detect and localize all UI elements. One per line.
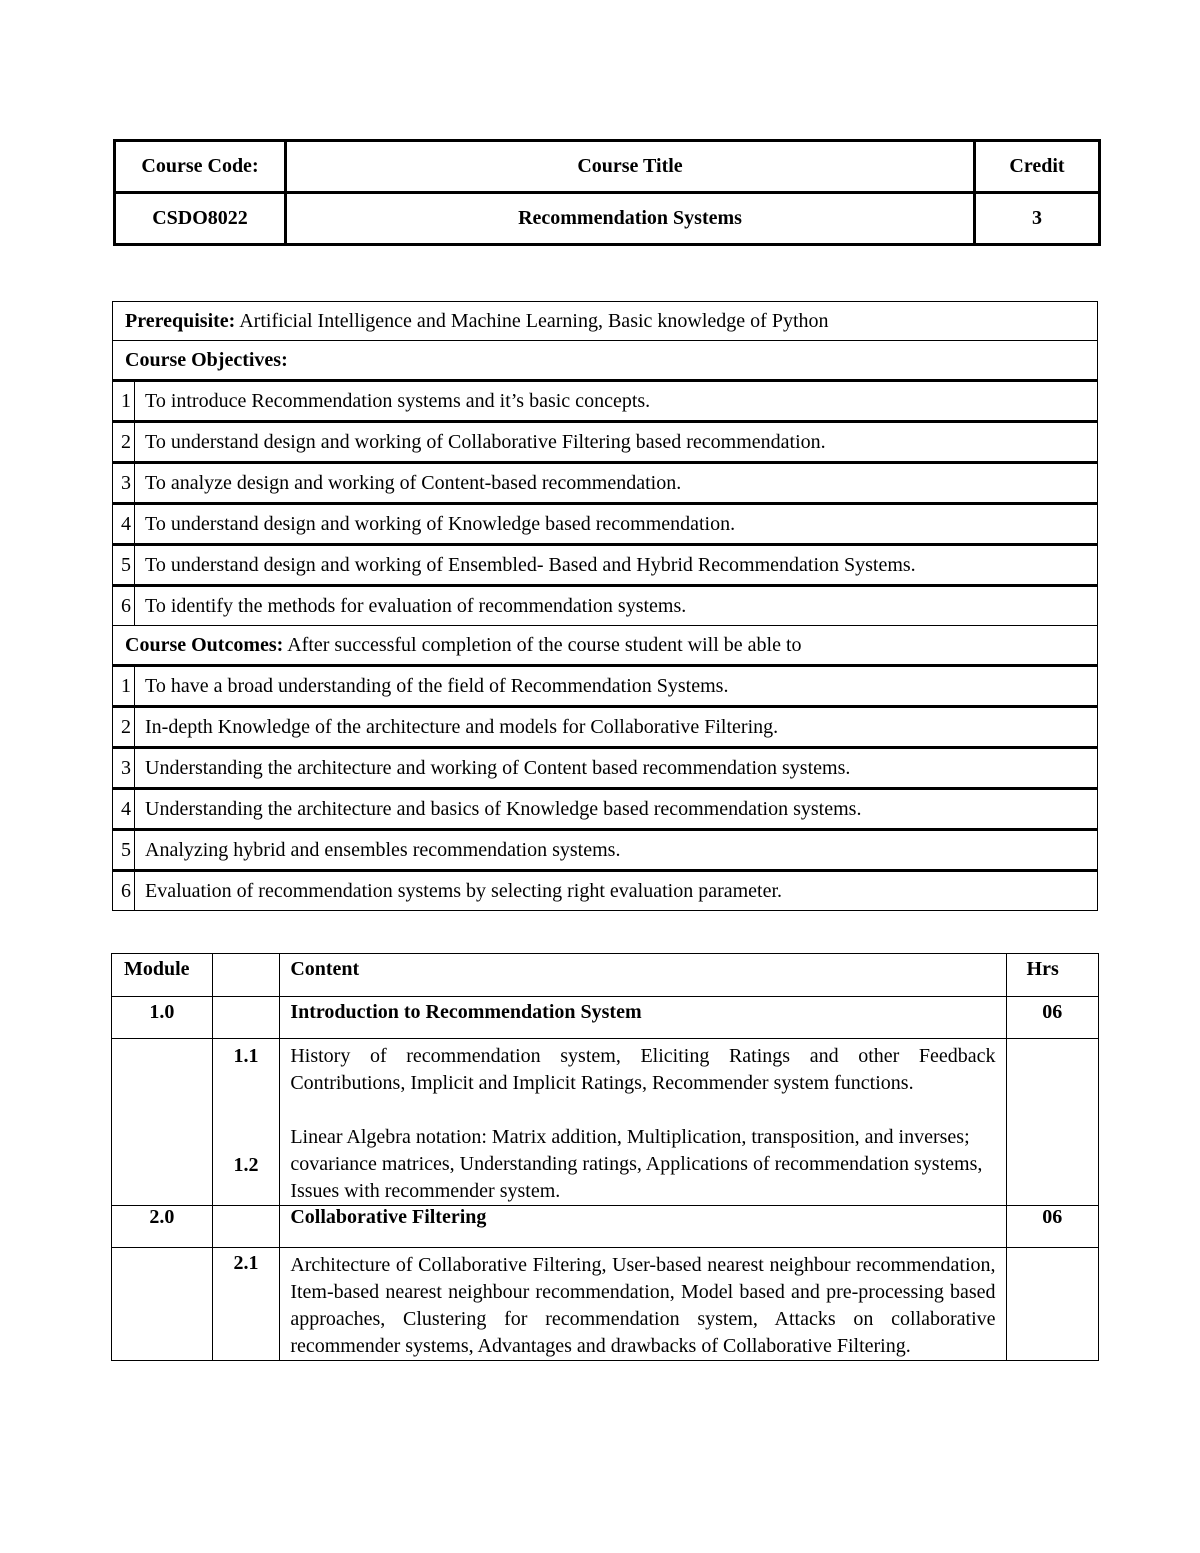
- course-details-table: [112, 301, 1098, 911]
- submodule-number: [212, 997, 280, 1039]
- outcome-row: [113, 666, 1098, 707]
- submodule-number: 1.2: [233, 1154, 259, 1176]
- objective-row: [113, 586, 1098, 626]
- module-hours: 06: [1006, 1206, 1098, 1248]
- objective-number: 3: [113, 463, 135, 504]
- outcome-text: In-depth Knowledge of the architecture and models for Collaborative Filtering.: [135, 707, 1098, 748]
- module-title: Collaborative Filtering: [280, 1206, 1006, 1248]
- course-info-row: [115, 193, 1100, 245]
- submodule-numbers: [212, 1039, 280, 1206]
- submodule-text: History of recommendation system, Eliciting Ratings and other Feedback Contributions, Implicit and Implicit Ratings, Recommender system functions.: [290, 1045, 996, 1094]
- objective-number: 6: [113, 586, 135, 626]
- outcome-text: To have a broad understanding of the field of Recommendation Systems.: [135, 666, 1098, 707]
- outcome-row: [113, 707, 1098, 748]
- outcome-number: 2: [113, 707, 135, 748]
- prerequisite-row: [113, 302, 1098, 341]
- module-header: Module: [112, 954, 213, 997]
- outcome-number: 3: [113, 748, 135, 789]
- course-header-table: [113, 139, 1101, 246]
- course-title-header: Course Title: [286, 141, 975, 193]
- module-hours: [1006, 1039, 1098, 1206]
- objective-text: To introduce Recommendation systems and it’s basic concepts.: [135, 381, 1098, 422]
- objective-number: 4: [113, 504, 135, 545]
- course-code: CSDO8022: [115, 193, 286, 245]
- submodule-text: Linear Algebra notation: Matrix addition, Multiplication, transposition, and inverses; covariance matrices, Understanding ratings, Applications of recommendation systems, Issues with recommender system.: [290, 1126, 983, 1202]
- objective-number: 5: [113, 545, 135, 586]
- module-hours: 06: [1006, 997, 1098, 1039]
- module-content: [280, 1039, 1006, 1206]
- course-header-row: [115, 141, 1100, 193]
- module-hours: [1006, 1248, 1098, 1361]
- objective-row: [113, 504, 1098, 545]
- outcome-row: [113, 871, 1098, 911]
- module-number: 1.0: [112, 997, 213, 1039]
- outcome-number: 6: [113, 871, 135, 911]
- module-content: [280, 1248, 1006, 1361]
- module-header-row: [112, 954, 1099, 997]
- objectives-heading-row: [113, 341, 1098, 381]
- module-row: [112, 997, 1099, 1039]
- objective-row: [113, 422, 1098, 463]
- objective-number: 1: [113, 381, 135, 422]
- course-credit: 3: [975, 193, 1100, 245]
- submodule-number: 2.1: [212, 1248, 280, 1361]
- outcome-text: Analyzing hybrid and ensembles recommendation systems.: [135, 830, 1098, 871]
- objective-text: To understand design and working of Ensembled- Based and Hybrid Recommendation Systems.: [135, 545, 1098, 586]
- credit-header: Credit: [975, 141, 1100, 193]
- outcome-row: [113, 830, 1098, 871]
- content-header: Content: [280, 954, 1006, 997]
- outcome-text: Evaluation of recommendation systems by selecting right evaluation parameter.: [135, 871, 1098, 911]
- objective-number: 2: [113, 422, 135, 463]
- outcome-text: Understanding the architecture and working of Content based recommendation systems.: [135, 748, 1098, 789]
- outcomes-intro: After successful completion of the course student will be able to: [283, 633, 802, 656]
- outcome-text: Understanding the architecture and basics of Knowledge based recommendation systems.: [135, 789, 1098, 830]
- module-content-row: [112, 1248, 1099, 1361]
- submodule-number: [212, 1206, 280, 1248]
- objective-text: To understand design and working of Collaborative Filtering based recommendation.: [135, 422, 1098, 463]
- module-table: [111, 953, 1099, 1361]
- course-title: Recommendation Systems: [286, 193, 975, 245]
- course-code-header: Course Code:: [115, 141, 286, 193]
- outcomes-heading-row: [113, 626, 1098, 666]
- objective-row: [113, 381, 1098, 422]
- prerequisite-text: Artificial Intelligence and Machine Learning, Basic knowledge of Python: [235, 309, 829, 332]
- objective-text: To analyze design and working of Content-based recommendation.: [135, 463, 1098, 504]
- module-number: 2.0: [112, 1206, 213, 1248]
- objective-row: [113, 545, 1098, 586]
- outcomes-heading: [113, 626, 1098, 666]
- module-number: [112, 1248, 213, 1361]
- submodule-number: 1.1: [233, 1045, 259, 1067]
- prerequisite-cell: [113, 302, 1098, 341]
- outcome-number: 4: [113, 789, 135, 830]
- submodule-header: [212, 954, 280, 997]
- outcome-number: 5: [113, 830, 135, 871]
- outcome-row: [113, 789, 1098, 830]
- submodule-text: Architecture of Collaborative Filtering, User-based nearest neighbour recommendation, Item-based nearest neighbour recommendation, Model based and pre-processing based approaches, Clustering for recommendation system, Attacks on collaborative recommender systems, Advantages and drawbacks of Collaborative Filtering.: [290, 1254, 996, 1357]
- objective-text: To understand design and working of Knowledge based recommendation.: [135, 504, 1098, 545]
- outcome-row: [113, 748, 1098, 789]
- prerequisite-label: Prerequisite:: [125, 309, 236, 332]
- module-content-row: [112, 1039, 1099, 1206]
- module-row: [112, 1206, 1099, 1248]
- hours-header: Hrs: [1006, 954, 1098, 997]
- outcomes-label: Course Outcomes:: [125, 633, 284, 656]
- objective-text: To identify the methods for evaluation of recommendation systems.: [135, 586, 1098, 626]
- objective-row: [113, 463, 1098, 504]
- module-title: Introduction to Recommendation System: [280, 997, 1006, 1039]
- module-number: [112, 1039, 213, 1206]
- outcome-number: 1: [113, 666, 135, 707]
- objectives-heading: Course Objectives:: [113, 341, 1098, 381]
